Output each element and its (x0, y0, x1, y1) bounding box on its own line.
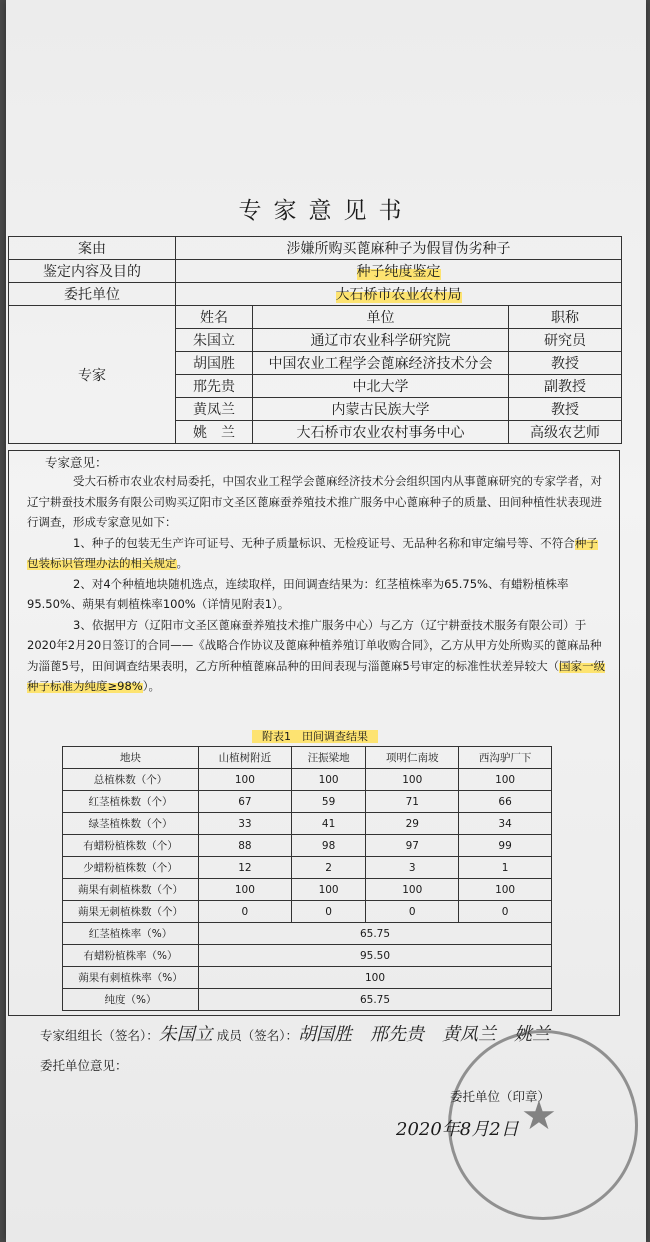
survey-cell: 100 (199, 879, 292, 901)
expert-unit: 中北大学 (253, 375, 509, 398)
opinion-paragraph (27, 615, 609, 697)
expert-unit: 通辽市农业科学研究院 (253, 329, 509, 352)
expert-title: 教授 (509, 398, 622, 421)
summary-row (63, 967, 552, 989)
survey-row-label: 蒴果无刺植株数（个） (63, 901, 199, 923)
opinion-point-3-highlight: 国家一级种子标准为纯度≥98% (27, 658, 606, 693)
expert-header-name: 姓名 (176, 306, 253, 329)
survey-cell: 41 (291, 813, 366, 835)
survey-cell: 67 (199, 791, 292, 813)
expert-name: 姚 兰 (176, 421, 253, 444)
case-row (9, 237, 622, 260)
survey-cell: 0 (199, 901, 292, 923)
survey-row (63, 791, 552, 813)
opinion-point-3-end: ）。 (142, 679, 160, 693)
opinion-point-1: 1、种子的包装无生产许可证号、无种子质量标识、无检疫证号、无品种名称和审定编号等、不符合 (73, 535, 575, 550)
survey-cell: 100 (459, 769, 552, 791)
survey-header: 汪振梁地 (291, 747, 366, 769)
survey-row-label: 总植株数（个） (63, 769, 199, 791)
survey-row-label: 有蜡粉植株数（个） (63, 835, 199, 857)
expert-name: 黄凤兰 (176, 398, 253, 421)
expert-name: 朱国立 (176, 329, 253, 352)
opinion-point-3: 3、依据甲方（辽阳市文圣区蓖麻蚕养殖技术推广服务中心）与乙方（辽宁耕蚕技术服务有限公司）于2020年2月20日签订的合同——《战略合作协议及蓖麻种植养殖订单收购合同》，乙方从甲方处所购买的蓖麻品种为淄蓖5号，田间调查结果表明，乙方所种植蓖麻品种的田间表现与淄蓖麻5号审定的标准性状差异较大（ (27, 617, 602, 673)
survey-header: 山植树附近 (199, 747, 292, 769)
document-page (6, 0, 646, 1242)
survey-row-label: 少蜡粉植株数（个） (63, 857, 199, 879)
survey-row-label: 绿茎植株数（个） (63, 813, 199, 835)
summary-value: 65.75 (199, 923, 552, 945)
survey-row (63, 901, 552, 923)
expert-header-unit: 单位 (253, 306, 509, 329)
leader-label: 专家组组长（签名）： (40, 1028, 159, 1043)
purpose-value: 种子纯度鉴定 (356, 264, 441, 280)
survey-cell: 71 (366, 791, 459, 813)
client-value: 大石桥市农业农村局 (335, 287, 462, 303)
experts-label: 专家 (9, 306, 176, 444)
opinion-point-1-end: 。 (176, 556, 188, 570)
expert-title: 副教授 (509, 375, 622, 398)
expert-unit: 内蒙古民族大学 (253, 398, 509, 421)
expert-name: 邢先贵 (176, 375, 253, 398)
survey-cell: 100 (366, 879, 459, 901)
summary-label: 纯度（%） (63, 989, 199, 1011)
opinion-point-1-highlight: 种子包装标识管理办法的相关规定 (27, 535, 598, 570)
survey-row (63, 835, 552, 857)
survey-cell: 66 (459, 791, 552, 813)
survey-cell: 33 (199, 813, 292, 835)
survey-row (63, 769, 552, 791)
leader-signature: 朱国立 (158, 1024, 213, 1045)
entrust-seal-label: 委托单位（印章） (450, 1089, 551, 1104)
purpose-row (9, 260, 622, 283)
survey-cell: 29 (366, 813, 459, 835)
opinion-text (27, 471, 609, 697)
survey-cell: 3 (366, 857, 459, 879)
survey-cell: 0 (366, 901, 459, 923)
survey-row-label: 蒴果有刺植株数（个） (63, 879, 199, 901)
survey-cell: 88 (199, 835, 292, 857)
survey-cell: 34 (459, 813, 552, 835)
client-label: 委托单位 (9, 283, 176, 306)
survey-cell: 2 (291, 857, 366, 879)
expert-title: 研究员 (509, 329, 622, 352)
summary-value: 100 (199, 967, 552, 989)
survey-cell: 100 (459, 879, 552, 901)
survey-row-label: 红茎植株数（个） (63, 791, 199, 813)
survey-cell: 100 (291, 769, 366, 791)
summary-label: 有蜡粉植株率（%） (63, 945, 199, 967)
survey-cell: 0 (291, 901, 366, 923)
opinion-paragraph: 受大石桥市农业农村局委托，中国农业工程学会蓖麻经济技术分会组织国内从事蓖麻研究的专家学者，对辽宁耕蚕技术服务有限公司购买辽阳市文圣区蓖麻蚕养殖技术推广服务中心蓖麻种子的质量、田间种植性状表现进行调查，形成专家意见如下： (27, 474, 602, 529)
survey-cell: 99 (459, 835, 552, 857)
members-signature: 胡国胜 邢先贵 黄凤兰 姚兰 (298, 1024, 551, 1045)
summary-row (63, 989, 552, 1011)
case-value: 涉嫌所购买蓖麻种子为假冒伪劣种子 (176, 237, 622, 260)
survey-cell: 1 (459, 857, 552, 879)
survey-header: 西沟驴厂下 (459, 747, 552, 769)
summary-label: 红茎植株率（%） (63, 923, 199, 945)
client-row (9, 283, 622, 306)
experts-header-row (9, 306, 622, 329)
survey-cell: 0 (459, 901, 552, 923)
survey-row (63, 813, 552, 835)
purpose-label: 鉴定内容及目的 (9, 260, 176, 283)
document-title: 专家意见书 (238, 198, 414, 224)
survey-row (63, 879, 552, 901)
survey-cell: 12 (199, 857, 292, 879)
summary-row (63, 923, 552, 945)
survey-cell: 100 (291, 879, 366, 901)
expert-title: 高级农艺师 (509, 421, 622, 444)
opinion-heading: 专家意见： (45, 455, 108, 470)
summary-label: 蒴果有刺植株率（%） (63, 967, 199, 989)
survey-cell: 100 (199, 769, 292, 791)
survey-cell: 100 (366, 769, 459, 791)
survey-row (63, 857, 552, 879)
signature-line (40, 1020, 550, 1046)
survey-header: 地块 (63, 747, 199, 769)
survey-table (62, 746, 552, 1011)
survey-cell: 97 (366, 835, 459, 857)
survey-header: 项明仁南坡 (366, 747, 459, 769)
summary-value: 65.75 (199, 989, 552, 1011)
opinion-paragraph: 2、对4个种植地块随机选点，连续取样，田间调查结果为：红茎植株率为65.75%、有蜡粉植株率95.50%、蒴果有刺植株率100%（详情见附表1）。 (27, 576, 569, 611)
info-table (8, 236, 622, 444)
appendix-title: 附表1 田间调查结果 (252, 730, 378, 743)
summary-value: 95.50 (199, 945, 552, 967)
opinion-paragraph (27, 533, 609, 574)
expert-unit: 大石桥市农业农村事务中心 (253, 421, 509, 444)
star-icon: ★ (521, 1093, 557, 1139)
case-label: 案由 (9, 237, 176, 260)
survey-cell: 59 (291, 791, 366, 813)
expert-name: 胡国胜 (176, 352, 253, 375)
expert-header-title: 职称 (509, 306, 622, 329)
summary-row (63, 945, 552, 967)
survey-header-row (63, 747, 552, 769)
members-label: 成员（签名）： (216, 1028, 299, 1043)
survey-cell: 98 (291, 835, 366, 857)
expert-title: 教授 (509, 352, 622, 375)
expert-unit: 中国农业工程学会蓖麻经济技术分会 (253, 352, 509, 375)
entrust-opinion-label: 委托单位意见： (40, 1058, 128, 1073)
handwritten-date: 2020年8月2日 (396, 1119, 519, 1140)
